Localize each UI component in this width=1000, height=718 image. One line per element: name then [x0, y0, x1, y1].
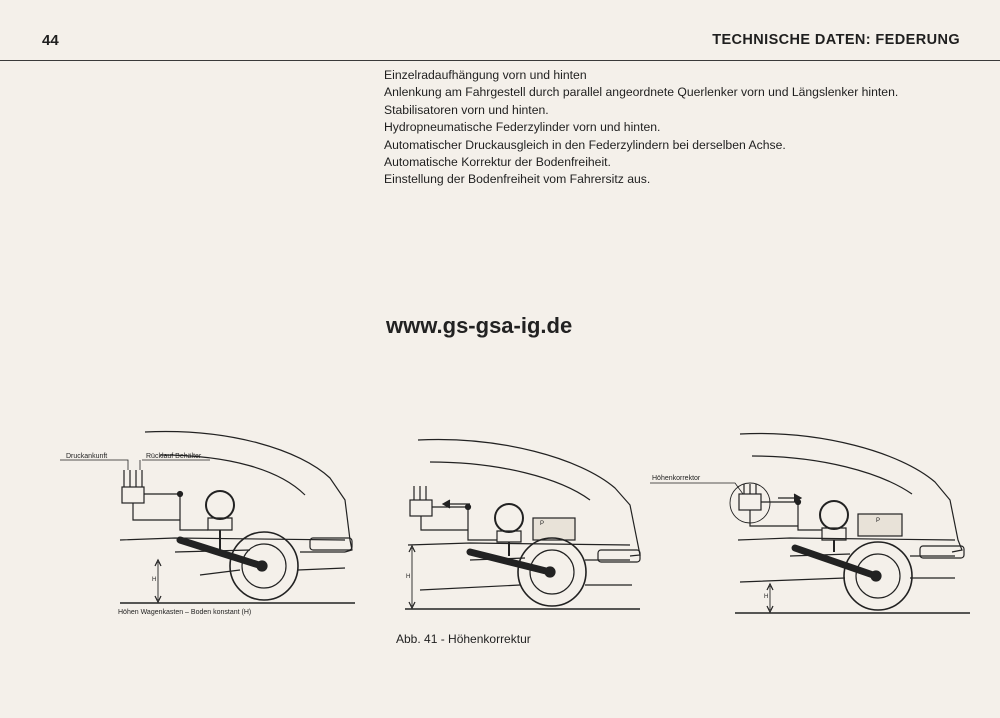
label-h-3: H	[764, 594, 769, 600]
height-corrector-valve	[122, 487, 144, 503]
header-rule	[0, 60, 1000, 61]
label-h-2: H	[406, 574, 411, 580]
spec-line: Automatischer Druckausgleich in den Federzylindern bei derselben Achse.	[384, 137, 786, 152]
spec-line: Stabilisatoren vorn und hinten.	[384, 102, 549, 117]
trailing-arm	[795, 548, 876, 576]
wheel-hub	[545, 567, 555, 577]
diagram-panel-3	[650, 434, 970, 613]
page-number: 44	[42, 32, 59, 49]
height-corrector-valve	[739, 494, 761, 510]
suspension-sphere	[820, 501, 848, 529]
wheel-hub	[871, 571, 881, 581]
wheel-hub	[257, 561, 267, 571]
height-correction-diagram	[0, 400, 1000, 630]
watermark-url: www.gs-gsa-ig.de	[386, 313, 573, 338]
label-p-2: P	[540, 521, 545, 527]
suspension-sphere	[495, 504, 523, 532]
section-title: TECHNISCHE DATEN: FEDERUNG	[712, 32, 960, 48]
spec-line: Einstellung der Bodenfreiheit vom Fahrersitz aus.	[384, 172, 651, 187]
label-h-1: H	[152, 577, 157, 583]
label-ruecklauf: Rücklauf Behälter	[146, 453, 202, 460]
spec-line: Anlenkung am Fahrgestell durch parallel angeordnete Querlenker vorn und Längslenker hinten.	[384, 85, 899, 100]
diagram-panel-2	[405, 440, 640, 609]
suspension-sphere	[206, 491, 234, 519]
label-druckankunft: Druckankunft	[66, 453, 108, 460]
label-hoehen-caption: Höhen Wagenkasten – Boden konstant (H)	[118, 609, 252, 616]
spec-list	[384, 67, 898, 189]
spec-line: Automatische Korrektur der Bodenfreiheit.	[384, 155, 611, 170]
label-hoehenkorrektor: Höhenkorrektor	[652, 475, 701, 482]
figure-caption: Abb. 41 - Höhenkorrektur	[396, 632, 531, 646]
height-corrector-valve	[410, 500, 432, 516]
spec-line: Hydropneumatische Federzylinder vorn und hinten.	[384, 120, 661, 135]
label-p-3: P	[876, 518, 881, 524]
spec-line: Einzelradaufhängung vorn und hinten	[384, 68, 587, 82]
